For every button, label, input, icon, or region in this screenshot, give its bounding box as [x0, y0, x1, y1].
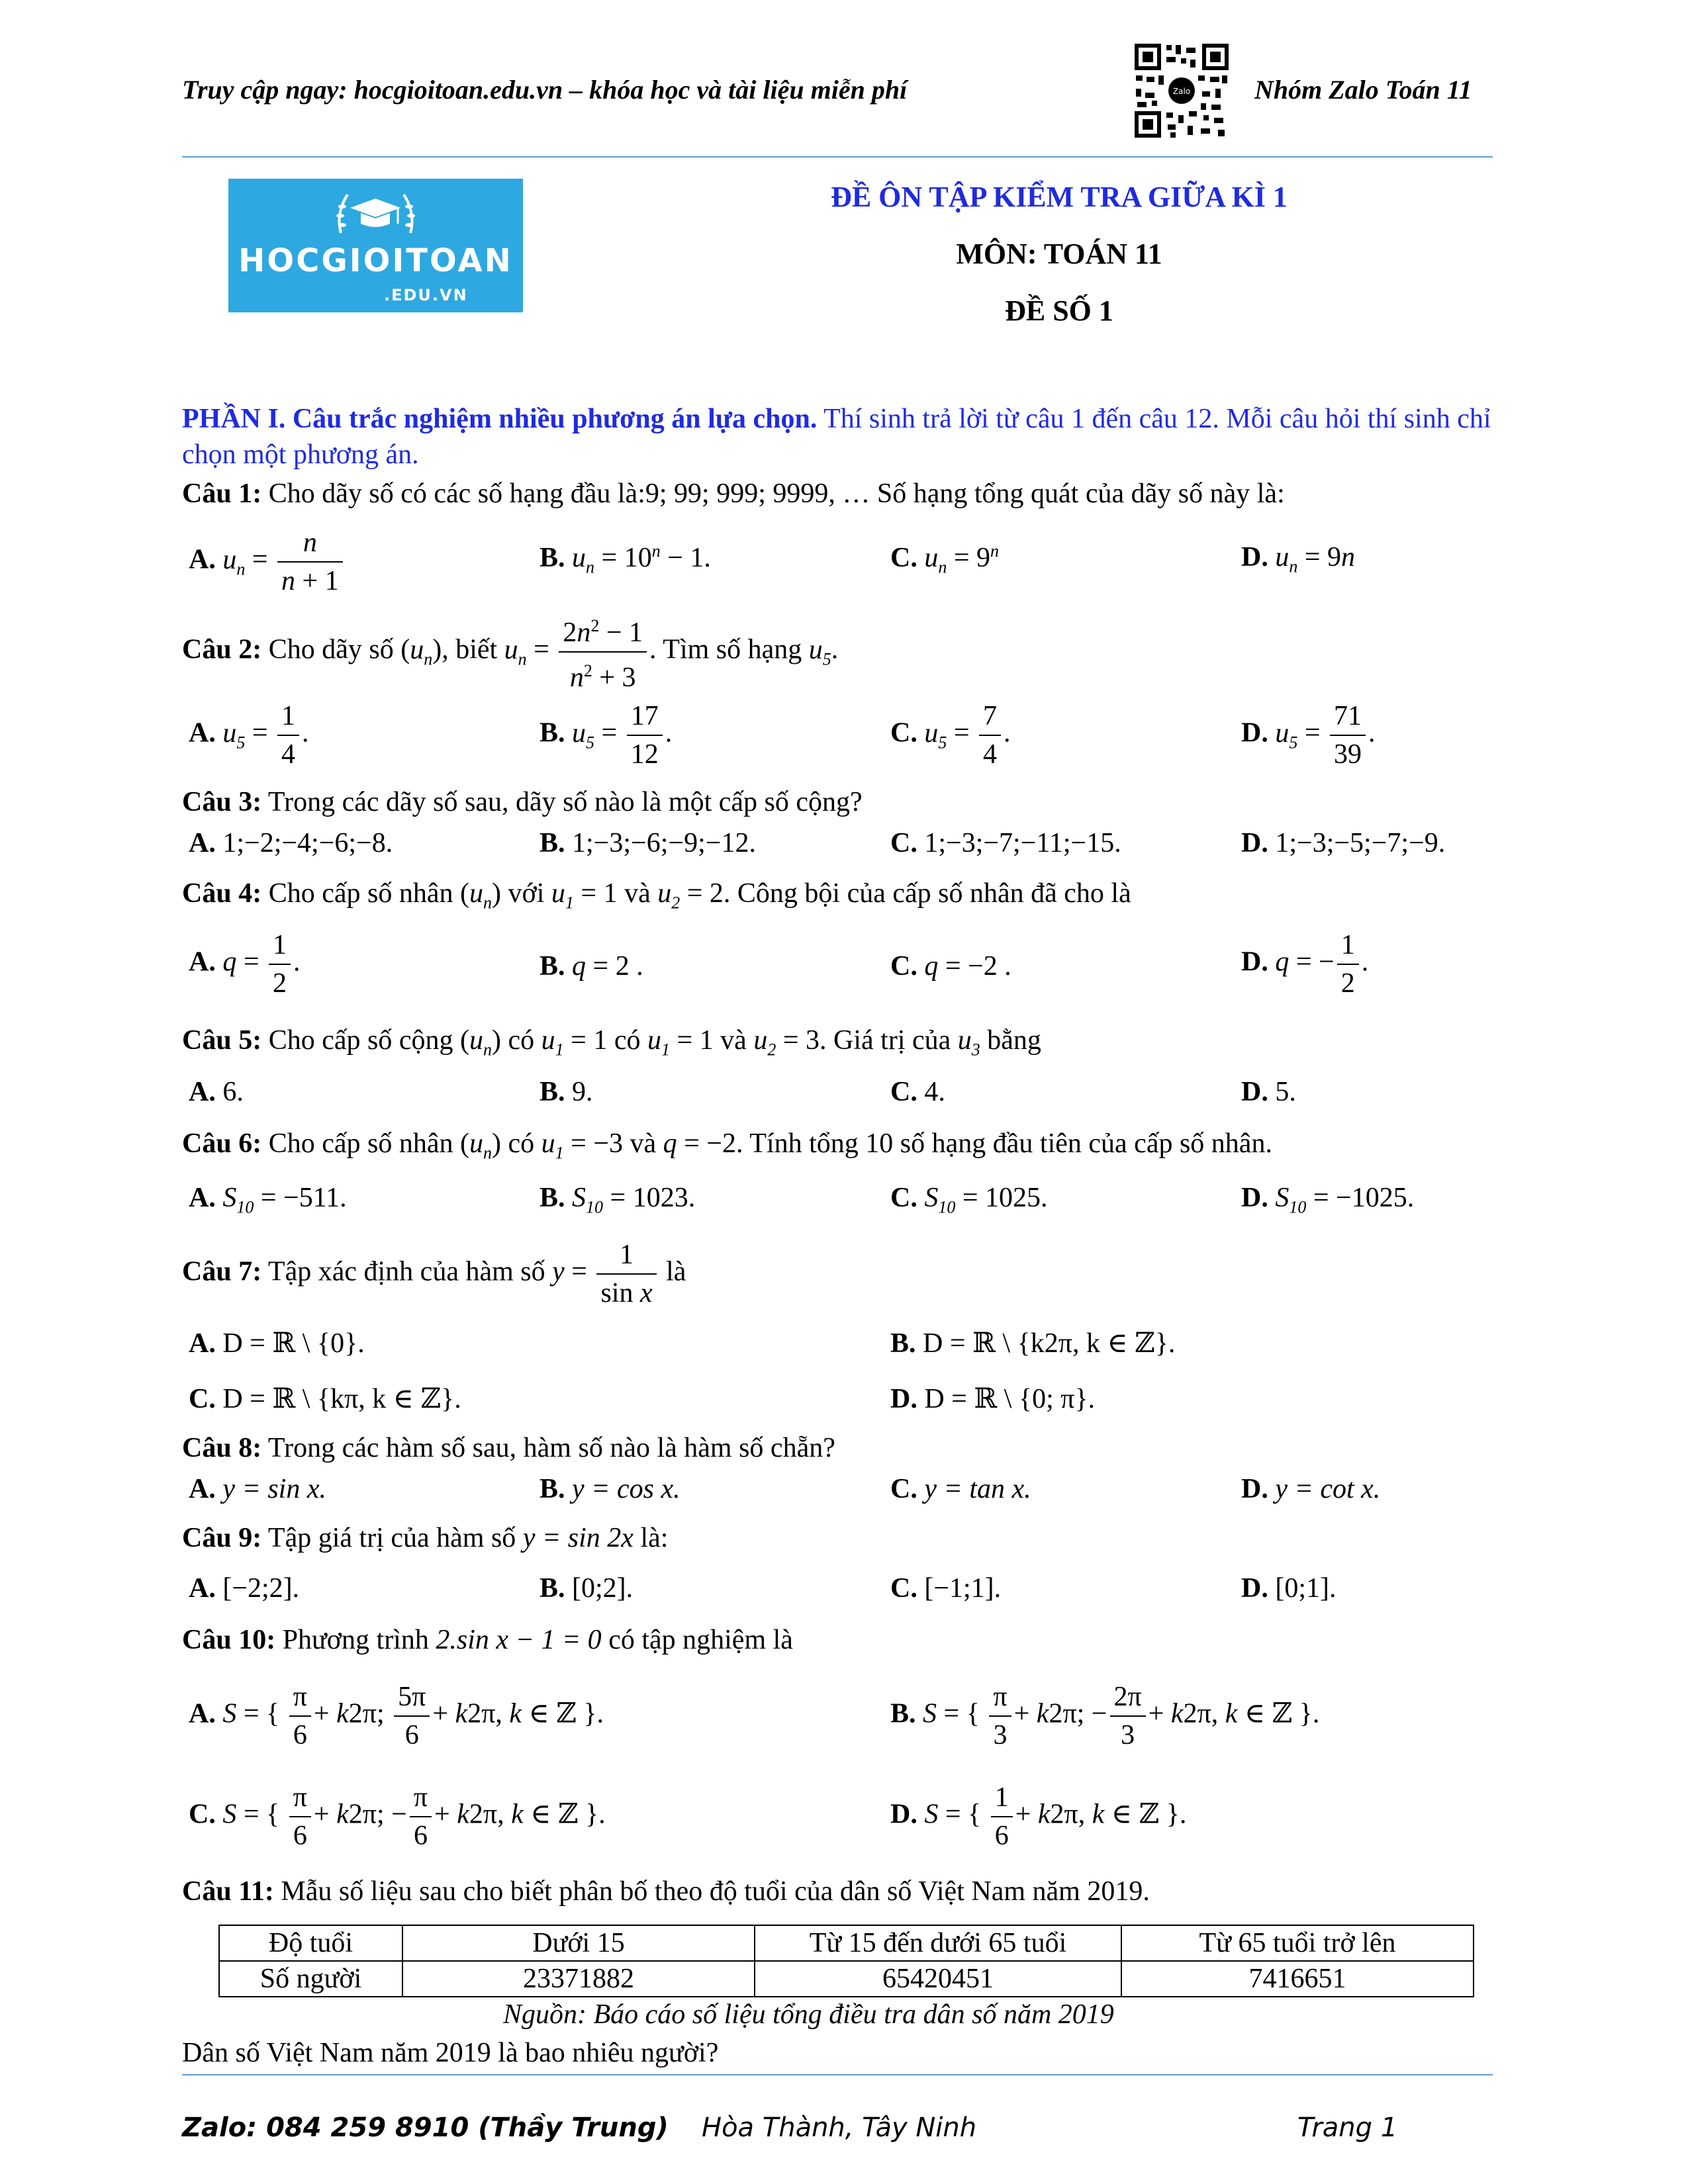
section-heading: [182, 401, 1506, 473]
q3-option-d[interactable]: D. 1;−3;−5;−7;−9.: [1241, 828, 1446, 858]
q10-option-c[interactable]: C. S = { $\frac{\pi}{6}$ + k2π; − $\frac{\pi}{6}$ + k2π, k ∈ ℤ }.: [189, 1779, 606, 1854]
exam-number: ĐỀ SỐ 1: [1005, 295, 1113, 327]
table-header-cell: Độ tuổi: [219, 1925, 402, 1961]
question-10: Câu 10: Phương trình 2.sin x − 1 = 0 có tập nghiệm là: [182, 1625, 793, 1655]
section-heading-instructions: Thí sinh trả lời từ câu 1 đến câu 12. Mỗi câu hỏi thí sinh chỉ chọn một phương án.: [182, 404, 1491, 470]
q9-option-b[interactable]: B. [0;2].: [539, 1573, 633, 1604]
q7-option-b[interactable]: B. D = ℝ \ {k2π, k ∈ ℤ}.: [890, 1328, 1176, 1359]
graduation-cap-icon: [334, 187, 417, 240]
question-label: Câu 1:: [182, 478, 262, 509]
question-1: [182, 478, 1285, 510]
question-6: Câu 6: Cho cấp số nhân $(u_n)$ có $u_1 = -3$ và q = −2. Tính tổng 10 số hạng đầu tiên của cấp số nhân.: [182, 1128, 1272, 1163]
question-4: Câu 4: Cho cấp số nhân $(u_n)$ với $u_1 = 1$ và $u_2 = 2$. Công bội của cấp số nhân đã cho là: [182, 878, 1131, 913]
question-11-tail: Dân số Việt Nam năm 2019 là bao nhiêu người?: [182, 2038, 719, 2068]
table-cell: 65420451: [755, 1961, 1121, 1997]
q3-option-b[interactable]: B. 1;−3;−6;−9;−12.: [539, 828, 756, 858]
table-header-cell: Từ 65 tuổi trở lên: [1121, 1925, 1474, 1961]
q3-option-c[interactable]: C. 1;−3;−7;−11;−15.: [890, 828, 1121, 858]
q4-option-d[interactable]: D. q = − $\frac{1}{2}$ .: [1241, 927, 1368, 1002]
header-rest: hocgioitoan.edu.vn – khóa học và tài liệu miễn phí: [353, 75, 908, 105]
table-source: Nguồn: Báo cáo số liệu tổng điều tra dân số năm 2019: [503, 1999, 1114, 2030]
q2-option-b[interactable]: B. $u_5$ = $\frac{17}{12}$ .: [539, 698, 672, 773]
q8-option-b[interactable]: B. y = cos x.: [539, 1474, 680, 1504]
q2-option-a[interactable]: A. $u_5$ = $\frac{1}{4}$ .: [189, 698, 309, 773]
question-text: Cho dãy số có các số hạng đầu là:9; 99; 999; 9999, … Số hạng tổng quát của dãy số này là:: [261, 478, 1285, 509]
q4-option-a[interactable]: A. q = $\frac{1}{2}$ .: [189, 927, 301, 1002]
brand-logo: [228, 179, 523, 312]
table-cell: Số người: [219, 1961, 402, 1997]
footer-contact: Zalo: 084 259 8910 (Thầy Trung): [182, 2113, 669, 2143]
q9-option-c[interactable]: C. [−1;1].: [890, 1573, 1002, 1604]
q6-option-a[interactable]: A. $S_{10} = -511$.: [189, 1183, 347, 1217]
logo-wordmark: HOCGIOITOAN: [238, 242, 513, 279]
table-header-cell: Từ 15 đến dưới 65 tuổi: [755, 1925, 1121, 1961]
footer-divider: [182, 2074, 1493, 2075]
qr-code-icon: [1132, 41, 1231, 140]
question-2: Câu 2: Cho dãy số $(u_n)$, biết $u_n$ = $\frac{2n^2 - 1}{n^2 + 3}$ . Tìm số hạng $u_5$.: [182, 608, 838, 696]
q7-option-c[interactable]: C. D = ℝ \ {kπ, k ∈ ℤ}.: [189, 1384, 461, 1414]
table-header-cell: Dưới 15: [402, 1925, 755, 1961]
q10-option-a[interactable]: A. S = { $\frac{\pi}{6}$ + k2π; $\frac{5\pi}{6}$ + k2π, k ∈ ℤ }.: [189, 1678, 604, 1754]
page-number: Trang 1: [1297, 2113, 1398, 2143]
q6-option-c[interactable]: C. $S_{10} = 1025$.: [890, 1183, 1048, 1217]
q5-option-a[interactable]: A. 6.: [189, 1077, 244, 1107]
q7-option-a[interactable]: A. D = ℝ \ {0}.: [189, 1328, 365, 1359]
q2-option-c[interactable]: C. $u_5$ = $\frac{7}{4}$ .: [890, 698, 1011, 773]
q10-option-d[interactable]: D. S = { $\frac{1}{6}$ + k2π, k ∈ ℤ }.: [890, 1779, 1186, 1854]
q1-option-d[interactable]: D. $u_n = 9n$: [1241, 542, 1356, 576]
question-3: Câu 3: Trong các dãy số sau, dãy số nào là một cấp số cộng?: [182, 787, 863, 817]
q4-option-b[interactable]: B. q = 2 .: [539, 951, 643, 981]
q4-option-c[interactable]: C. q = −2 .: [890, 951, 1011, 981]
header-site-link[interactable]: [182, 74, 907, 105]
q5-option-b[interactable]: B. 9.: [539, 1077, 593, 1107]
q9-option-d[interactable]: D. [0;1].: [1241, 1573, 1336, 1604]
table-cell: 23371882: [402, 1961, 755, 1997]
q1-option-a[interactable]: A. $u_n$ = $\frac{n}{n + 1}$: [189, 524, 346, 600]
question-7: Câu 7: Tập xác định của hàm số y = $\frac{1}{\text{sin x}}$ là: [182, 1236, 686, 1312]
header-divider: [182, 156, 1493, 158]
q10-option-b[interactable]: B. S = { $\frac{\pi}{3}$ + k2π; − $\frac{2\pi}{3}$ + k2π, k ∈ ℤ }.: [890, 1678, 1319, 1754]
footer-location: Hòa Thành, Tây Ninh: [702, 2113, 977, 2143]
question-label: Câu 2:: [182, 634, 262, 665]
q8-option-d[interactable]: D. y = cot x.: [1241, 1474, 1381, 1504]
table-row: [219, 1925, 1474, 1961]
table-row: [219, 1961, 1474, 1997]
question-9: Câu 9: Tập giá trị của hàm số y = sin 2x là:: [182, 1523, 669, 1553]
question-8: Câu 8: Trong các hàm số sau, hàm số nào là hàm số chẵn?: [182, 1433, 835, 1463]
header-zalo-group: Nhóm Zalo Toán 11: [1254, 75, 1472, 105]
subject-title: MÔN: TOÁN 11: [956, 238, 1162, 270]
q5-option-c[interactable]: C. 4.: [890, 1077, 945, 1107]
svg-text:Zalo: Zalo: [1172, 87, 1191, 96]
q7-option-d[interactable]: D. D = ℝ \ {0; π}.: [890, 1384, 1096, 1414]
q8-option-c[interactable]: C. y = tan x.: [890, 1474, 1031, 1504]
logo-domain: .EDU.VN: [384, 286, 468, 304]
q9-option-a[interactable]: A. [−2;2].: [189, 1573, 300, 1604]
q6-option-d[interactable]: D. $S_{10} = -1025$.: [1241, 1183, 1415, 1217]
exam-title: ĐỀ ÔN TẬP KIỂM TRA GIỮA KÌ 1: [831, 181, 1288, 213]
question-11: Câu 11: Mẫu số liệu sau cho biết phân bố theo độ tuổi của dân số Việt Nam năm 2019.: [182, 1876, 1150, 1907]
q2-option-d[interactable]: D. $u_5$ = $\frac{71}{39}$ .: [1241, 698, 1376, 773]
q8-option-a[interactable]: A. y = sin x.: [189, 1474, 326, 1504]
q1-option-c[interactable]: C. $u_n = 9^n$: [890, 541, 1000, 577]
section-heading-bold: PHẦN I. Câu trắc nghiệm nhiều phương án lựa chọn.: [182, 404, 818, 434]
q3-option-a[interactable]: A. 1;−2;−4;−6;−8.: [189, 828, 393, 858]
q5-option-d[interactable]: D. 5.: [1241, 1077, 1296, 1107]
q1-option-b[interactable]: B. $u_n = 10^n - 1$.: [539, 541, 711, 577]
table-cell: 7416651: [1121, 1961, 1474, 1997]
q6-option-b[interactable]: B. $S_{10} = 1023$.: [539, 1183, 696, 1217]
population-table: [218, 1925, 1474, 1997]
question-5: Câu 5: Cho cấp số cộng $(u_n)$ có $u_1 = 1$ có $u_1 = 1$ và $u_2 = 3$. Giá trị của $u_3$ bằng: [182, 1025, 1041, 1060]
header-prefix: Truy cập ngay:: [182, 75, 354, 105]
